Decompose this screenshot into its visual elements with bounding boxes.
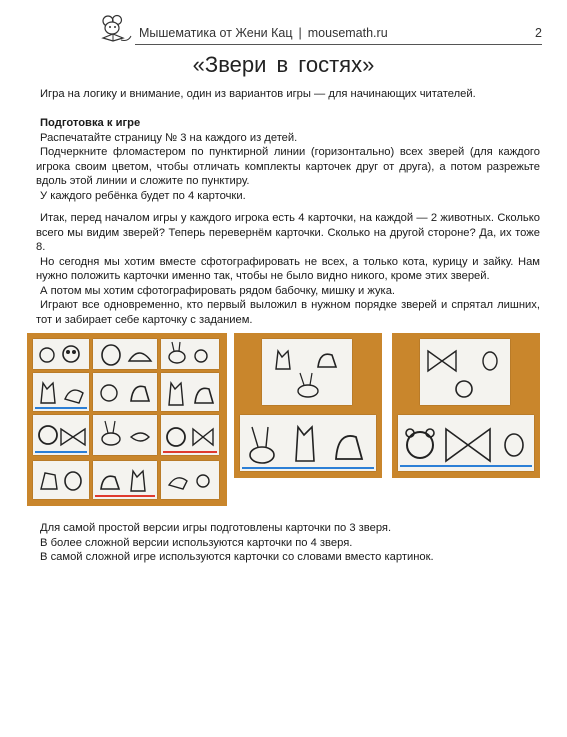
prep-block (36, 116, 540, 203)
owl-hedgehog-drawing-icon (93, 339, 157, 369)
mouse-owl-drawing-icon (33, 339, 89, 369)
game-line: А потом мы хотим сфотографировать рядом бабочку, мишку и жука. (40, 284, 396, 297)
animal-card (33, 461, 89, 499)
mouse-reading-book-icon (95, 12, 135, 48)
header-divider (135, 44, 542, 45)
intro-text: Игра на логику и внимание, один из вариантов игры — для начинающих читателей. (40, 88, 476, 100)
mouse-hen-drawing-icon (93, 373, 157, 411)
header-brand: Мышематика от Жени Кац (139, 26, 293, 40)
task-card (420, 339, 510, 405)
animal-card (93, 415, 157, 455)
header-separator: | (298, 26, 302, 40)
page-number: 2 (535, 26, 542, 40)
prep-line: Подчеркните фломастером по пунктирной линии (горизонтально) всех зверей (для каждого игрока своим цветом, чтобы отличать комплекты карточек друг от друга), а потом разрежьте вдоль этой линии и сложите по пунктиру. (36, 146, 540, 187)
animal-card-row (240, 415, 376, 471)
animal-card (93, 461, 157, 499)
hen-cat-drawing-icon (93, 461, 157, 499)
game-line: Итак, перед началом игры у каждого игрока есть 4 карточки, на каждой — 2 животных. Сколько всего мы видим зверей? Теперь перевернём карточки. Сколько на другой стороне? Да, их тоже 8. (36, 212, 540, 253)
photo-all-cards (27, 333, 227, 506)
animal-card (161, 339, 219, 369)
animal-card (33, 415, 89, 455)
rabbit-chick-drawing-icon (161, 339, 219, 369)
animal-card (161, 373, 219, 411)
rabbit-cat-hen-drawing-icon (240, 415, 376, 471)
animal-card (33, 339, 89, 369)
red-marker-line (163, 451, 217, 453)
page-title: «Звери в гостях» (192, 52, 375, 77)
bear-butterfly-beetle-drawing-icon (398, 415, 534, 471)
version-line: В более сложной версии используются карточки по 4 зверя. (40, 536, 353, 549)
prep-heading: Подготовка к игре (40, 117, 141, 129)
page-header (95, 12, 542, 48)
game-line: Но сегодня мы хотим вместе сфотографировать не всех, а только кота, курицу и зайку. Нам нужно положить карточки именно так, чтобы не было видно никого, кроме этих зверей. (36, 255, 540, 282)
header-site-link[interactable]: mousemath.ru (307, 26, 388, 40)
bear-butterfly-drawing-icon (161, 415, 219, 455)
cat-hen-rabbit-task-drawing-icon (262, 339, 352, 405)
bird-chick-drawing-icon (161, 461, 219, 499)
version-line: Для самой простой версии игры подготовлены карточки по 3 зверя. (40, 522, 392, 534)
butterfly-bear-beetle-task-drawing-icon (420, 339, 510, 405)
photo-cat-hen-rabbit (234, 333, 382, 478)
blue-marker-line (242, 467, 374, 469)
rabbit-fish-drawing-icon (93, 415, 157, 455)
animal-card (33, 373, 89, 411)
animal-card (161, 415, 219, 455)
photo-butterfly-bear-beetle (392, 333, 540, 478)
red-marker-line (95, 495, 155, 497)
cat-bird-drawing-icon (33, 373, 89, 411)
prep-line: Распечатайте страницу № 3 на каждого из детей. (40, 131, 298, 144)
game-block (36, 211, 540, 327)
versions-block (36, 521, 540, 565)
version-line: В самой сложной игре используются карточки со словами вместо картинок. (40, 551, 434, 563)
blue-marker-line (35, 451, 87, 453)
dog-owl-drawing-icon (33, 461, 89, 499)
blue-marker-line (400, 465, 532, 467)
animal-card (93, 373, 157, 411)
bear-butterfly-drawing-icon (33, 415, 89, 455)
animal-card (161, 461, 219, 499)
animal-card (93, 339, 157, 369)
prep-line: У каждого ребёнка будет по 4 карточки. (40, 189, 246, 202)
task-card (262, 339, 352, 405)
header-brand-line (139, 26, 388, 40)
cat-hen-drawing-icon (161, 373, 219, 411)
game-line: Играют все одновременно, кто первый выложил в нужном порядке зверей и спрятал лишних, тот и забирает себе карточку с заданием. (36, 299, 540, 326)
intro-block (36, 87, 540, 102)
animal-card-row (398, 415, 534, 471)
blue-marker-line (35, 407, 87, 409)
